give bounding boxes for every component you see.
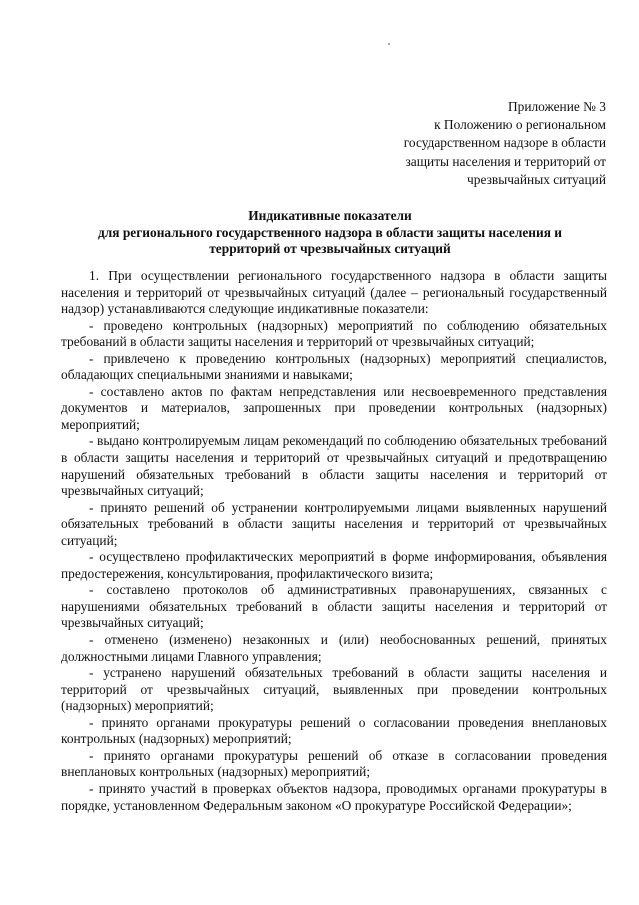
document-body <box>61 268 607 814</box>
indicator-item: - осуществлено профилактических мероприятий в форме информирования, объявления предостережения, консультирования, профилактического визита; <box>61 549 607 581</box>
indicator-item: - отменено (изменено) незаконных и (или) необоснованных решений, принятых должностными лицами Главного управления; <box>61 632 607 664</box>
document-title <box>70 208 590 258</box>
intro-paragraph: 1. При осуществлении регионального государственного надзора в области защиты населения и территорий от чрезвычайных ситуаций (далее – региональный государственный надзор) устанавливаются следующие индикативные показатели: <box>61 268 607 317</box>
scan-speck <box>327 448 329 450</box>
appendix-reference-line: к Положению о региональном <box>434 117 606 133</box>
appendix-reference-line: государственном надзоре в области <box>403 135 606 151</box>
indicator-item: - привлечено к проведению контрольных (надзорных) мероприятий специалистов, обладающих специальными знаниями и навыками; <box>61 350 607 383</box>
title-line: для регионального государственного надзора в области защиты населения и <box>97 224 563 240</box>
appendix-reference-line: защиты населения и территорий от <box>405 153 606 169</box>
indicator-item: - выдано контролируемым лицам рекомендаций по соблюдению обязательных требований в области защиты населения и территорий от чрезвычайных ситуаций и предотвращению нарушений обязательных требований в области защиты населения и территорий от чрезвычайных ситуаций; <box>61 433 607 499</box>
appendix-reference-line: чрезвычайных ситуаций <box>467 171 606 187</box>
title-line: Индикативные показатели <box>248 208 412 223</box>
scan-speck <box>388 43 390 45</box>
title-line: территорий от чрезвычайных ситуаций <box>209 241 451 256</box>
indicator-item: - составлено протоколов об административных правонарушениях, связанных с нарушениями обязательных требований в области защиты населения и территорий от чрезвычайных ситуаций; <box>61 582 607 631</box>
indicator-item: - проведено контрольных (надзорных) мероприятий по соблюдению обязательных требований в области защиты населения и территорий от чрезвычайных ситуаций; <box>61 317 607 350</box>
indicator-item: - составлено актов по фактам непредставления или несвоевременного представления документов и материалов, запрошенных при проведении контрольных (надзорных) мероприятий; <box>61 383 607 432</box>
indicator-item: - принято участий в проверках объектов надзора, проводимых органами прокуратуры в порядке, установленном Федеральным законом «О прокуратуре Российской Федерации»; <box>61 780 607 813</box>
indicator-item: - принято решений об устранении контролируемыми лицами выявленных нарушений обязательных требований в области защиты населения и территорий от чрезвычайных ситуаций; <box>61 499 607 548</box>
appendix-header <box>346 98 606 189</box>
indicator-item: - устранено нарушений обязательных требований в области защиты населения и территорий от чрезвычайных ситуаций, выявленных при проведении контрольных (надзорных) мероприятий; <box>61 665 607 714</box>
indicator-item: - принято органами прокуратуры решений об отказе в согласовании проведения внеплановых контрольных (надзорных) мероприятий; <box>61 747 607 780</box>
appendix-number: Приложение № 3 <box>507 99 606 114</box>
indicator-item: - принято органами прокуратуры решений о согласовании проведения внеплановых контрольных (надзорных) мероприятий; <box>61 714 607 747</box>
